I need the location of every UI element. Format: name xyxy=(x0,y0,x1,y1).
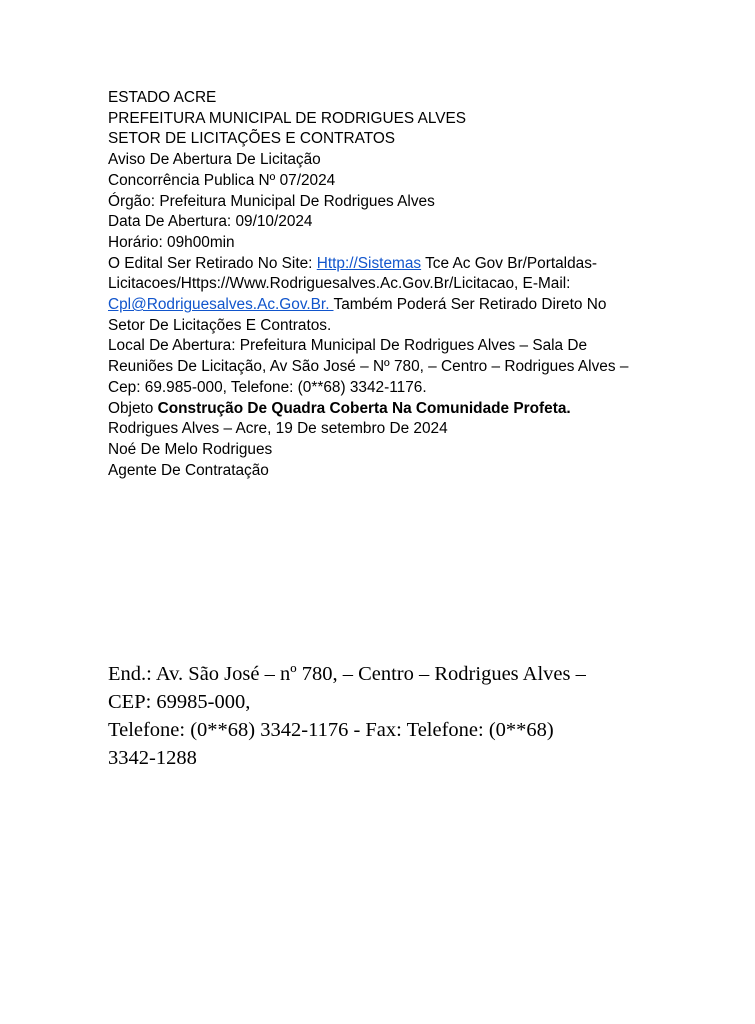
place-date: Rodrigues Alves – Acre, 19 De setembro De 2024 xyxy=(108,420,448,438)
state-heading: ESTADO ACRE xyxy=(108,89,217,106)
notice-title: Aviso De Abertura De Licitação xyxy=(108,151,321,169)
signer-name: Noé De Melo Rodrigues xyxy=(108,440,273,458)
sector-heading: SETOR DE LICITAÇÕES E CONTRATOS xyxy=(108,130,396,148)
object-line xyxy=(108,399,708,420)
location-line-2: Reuniões De Licitação, Av São José – Nº 780, – Centro – Rodrigues Alves – xyxy=(108,358,629,376)
edital-line-1 xyxy=(108,254,708,275)
footer-cep: CEP: 69985-000, xyxy=(108,691,251,713)
opening-date: Data De Abertura: 09/10/2024 xyxy=(108,213,313,231)
edital-after-email: Também Poderá Ser Retirado Direto No xyxy=(333,296,607,314)
prefecture-heading: PREFEITURA MUNICIPAL DE RODRIGUES ALVES xyxy=(108,109,467,127)
edital-after-link: Tce Ac Gov Br/Portaldas- xyxy=(421,254,598,272)
page-footer xyxy=(108,660,708,772)
edital-line-2: Licitacoes/Https://Www.Rodriguesalves.Ac.Gov.Br/Licitacao, E-Mail: xyxy=(108,275,571,293)
location-line-1: Local De Abertura: Prefeitura Municipal De Rodrigues Alves – Sala De xyxy=(108,337,588,355)
agency-line: Órgão: Prefeitura Municipal De Rodrigues Alves xyxy=(108,192,435,210)
competition-number: Concorrência Publica Nº 07/2024 xyxy=(108,171,336,189)
edital-line-3 xyxy=(108,295,708,316)
signer-role: Agente De Contratação xyxy=(108,461,269,479)
object-value: Construção De Quadra Coberta Na Comunidade Profeta. xyxy=(157,399,571,417)
location-line-3: Cep: 69.985-000, Telefone: (0**68) 3342-1176. xyxy=(108,378,427,396)
edital-prefix: O Edital Ser Retirado No Site: xyxy=(108,254,317,272)
edital-line-4: Setor De Licitações E Contratos. xyxy=(108,316,332,334)
object-label: Objeto xyxy=(108,399,158,417)
sistemas-link[interactable]: Http://Sistemas xyxy=(316,254,422,272)
footer-address: End.: Av. São José – nº 780, – Centro – Rodrigues Alves – xyxy=(108,663,586,685)
opening-time: Horário: 09h00min xyxy=(108,233,235,251)
footer-fax-number: 3342-1288 xyxy=(108,747,197,769)
footer-phones: Telefone: (0**68) 3342-1176 - Fax: Telefone: (0**68) xyxy=(108,719,554,741)
email-link[interactable]: Cpl@Rodriguesalves.Ac.Gov.Br. xyxy=(108,296,334,314)
tender-notice xyxy=(108,88,708,481)
